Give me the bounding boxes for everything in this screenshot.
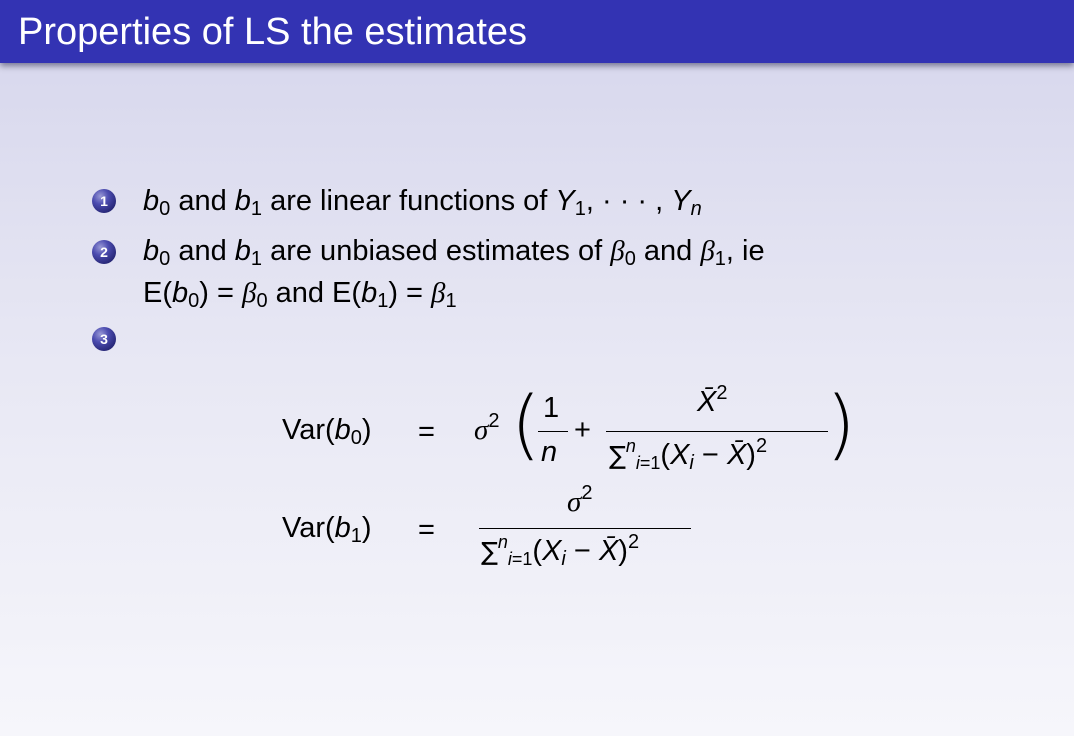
- enumeration-bullet-2: 2: [92, 240, 116, 264]
- frac-xbar-bar: [606, 431, 828, 432]
- right-paren: ): [826, 379, 856, 468]
- var-b0-label: $Var(b_0)$: [282, 414, 372, 449]
- frac-one-denominator: n: [541, 436, 558, 468]
- frac-sigma-numerator: $\sigma^2$: [567, 482, 593, 518]
- frac-one-numerator: 1: [543, 392, 560, 424]
- item-2-text-line-2: $E(b_0) = \beta_0$ and $E(b_1) = \beta_1$: [143, 277, 457, 312]
- enumeration-bullet-3: 3: [92, 327, 116, 351]
- frac-sigma-denominator: $\sum^n_{i=1}(X_i$ − X̄)$^2$: [481, 531, 640, 570]
- frac-xbar-denominator: $\sum^n_{i=1}(X_i$ − X̄)$^2$: [609, 435, 768, 474]
- var-b1-label: $Var(b_1)$: [282, 512, 372, 547]
- frac-sigma-bar: [479, 528, 691, 529]
- left-paren: (: [511, 379, 541, 468]
- item-1-text: $b_0$ and $b_1$ are linear functions of $Y_1$, · · · , $Y_n$: [143, 185, 702, 220]
- slide-title: Properties of LS the estimates: [18, 11, 528, 53]
- plus-sign: +: [574, 414, 591, 446]
- equals-sign-2: =: [418, 514, 435, 546]
- title-bar: [0, 0, 1074, 63]
- enumeration-bullet-1: 1: [92, 189, 116, 213]
- frac-xbar-numerator: X̄$^2$: [697, 382, 728, 418]
- frac-one-bar: [538, 431, 568, 432]
- equals-sign-1: =: [418, 416, 435, 448]
- item-2-text-line-1: $b_0$ and $b_1$ are unbiased estimates of $\beta_0$ and $\beta_1$, ie: [143, 235, 765, 270]
- sigma-squared: $\sigma^2$: [474, 410, 500, 446]
